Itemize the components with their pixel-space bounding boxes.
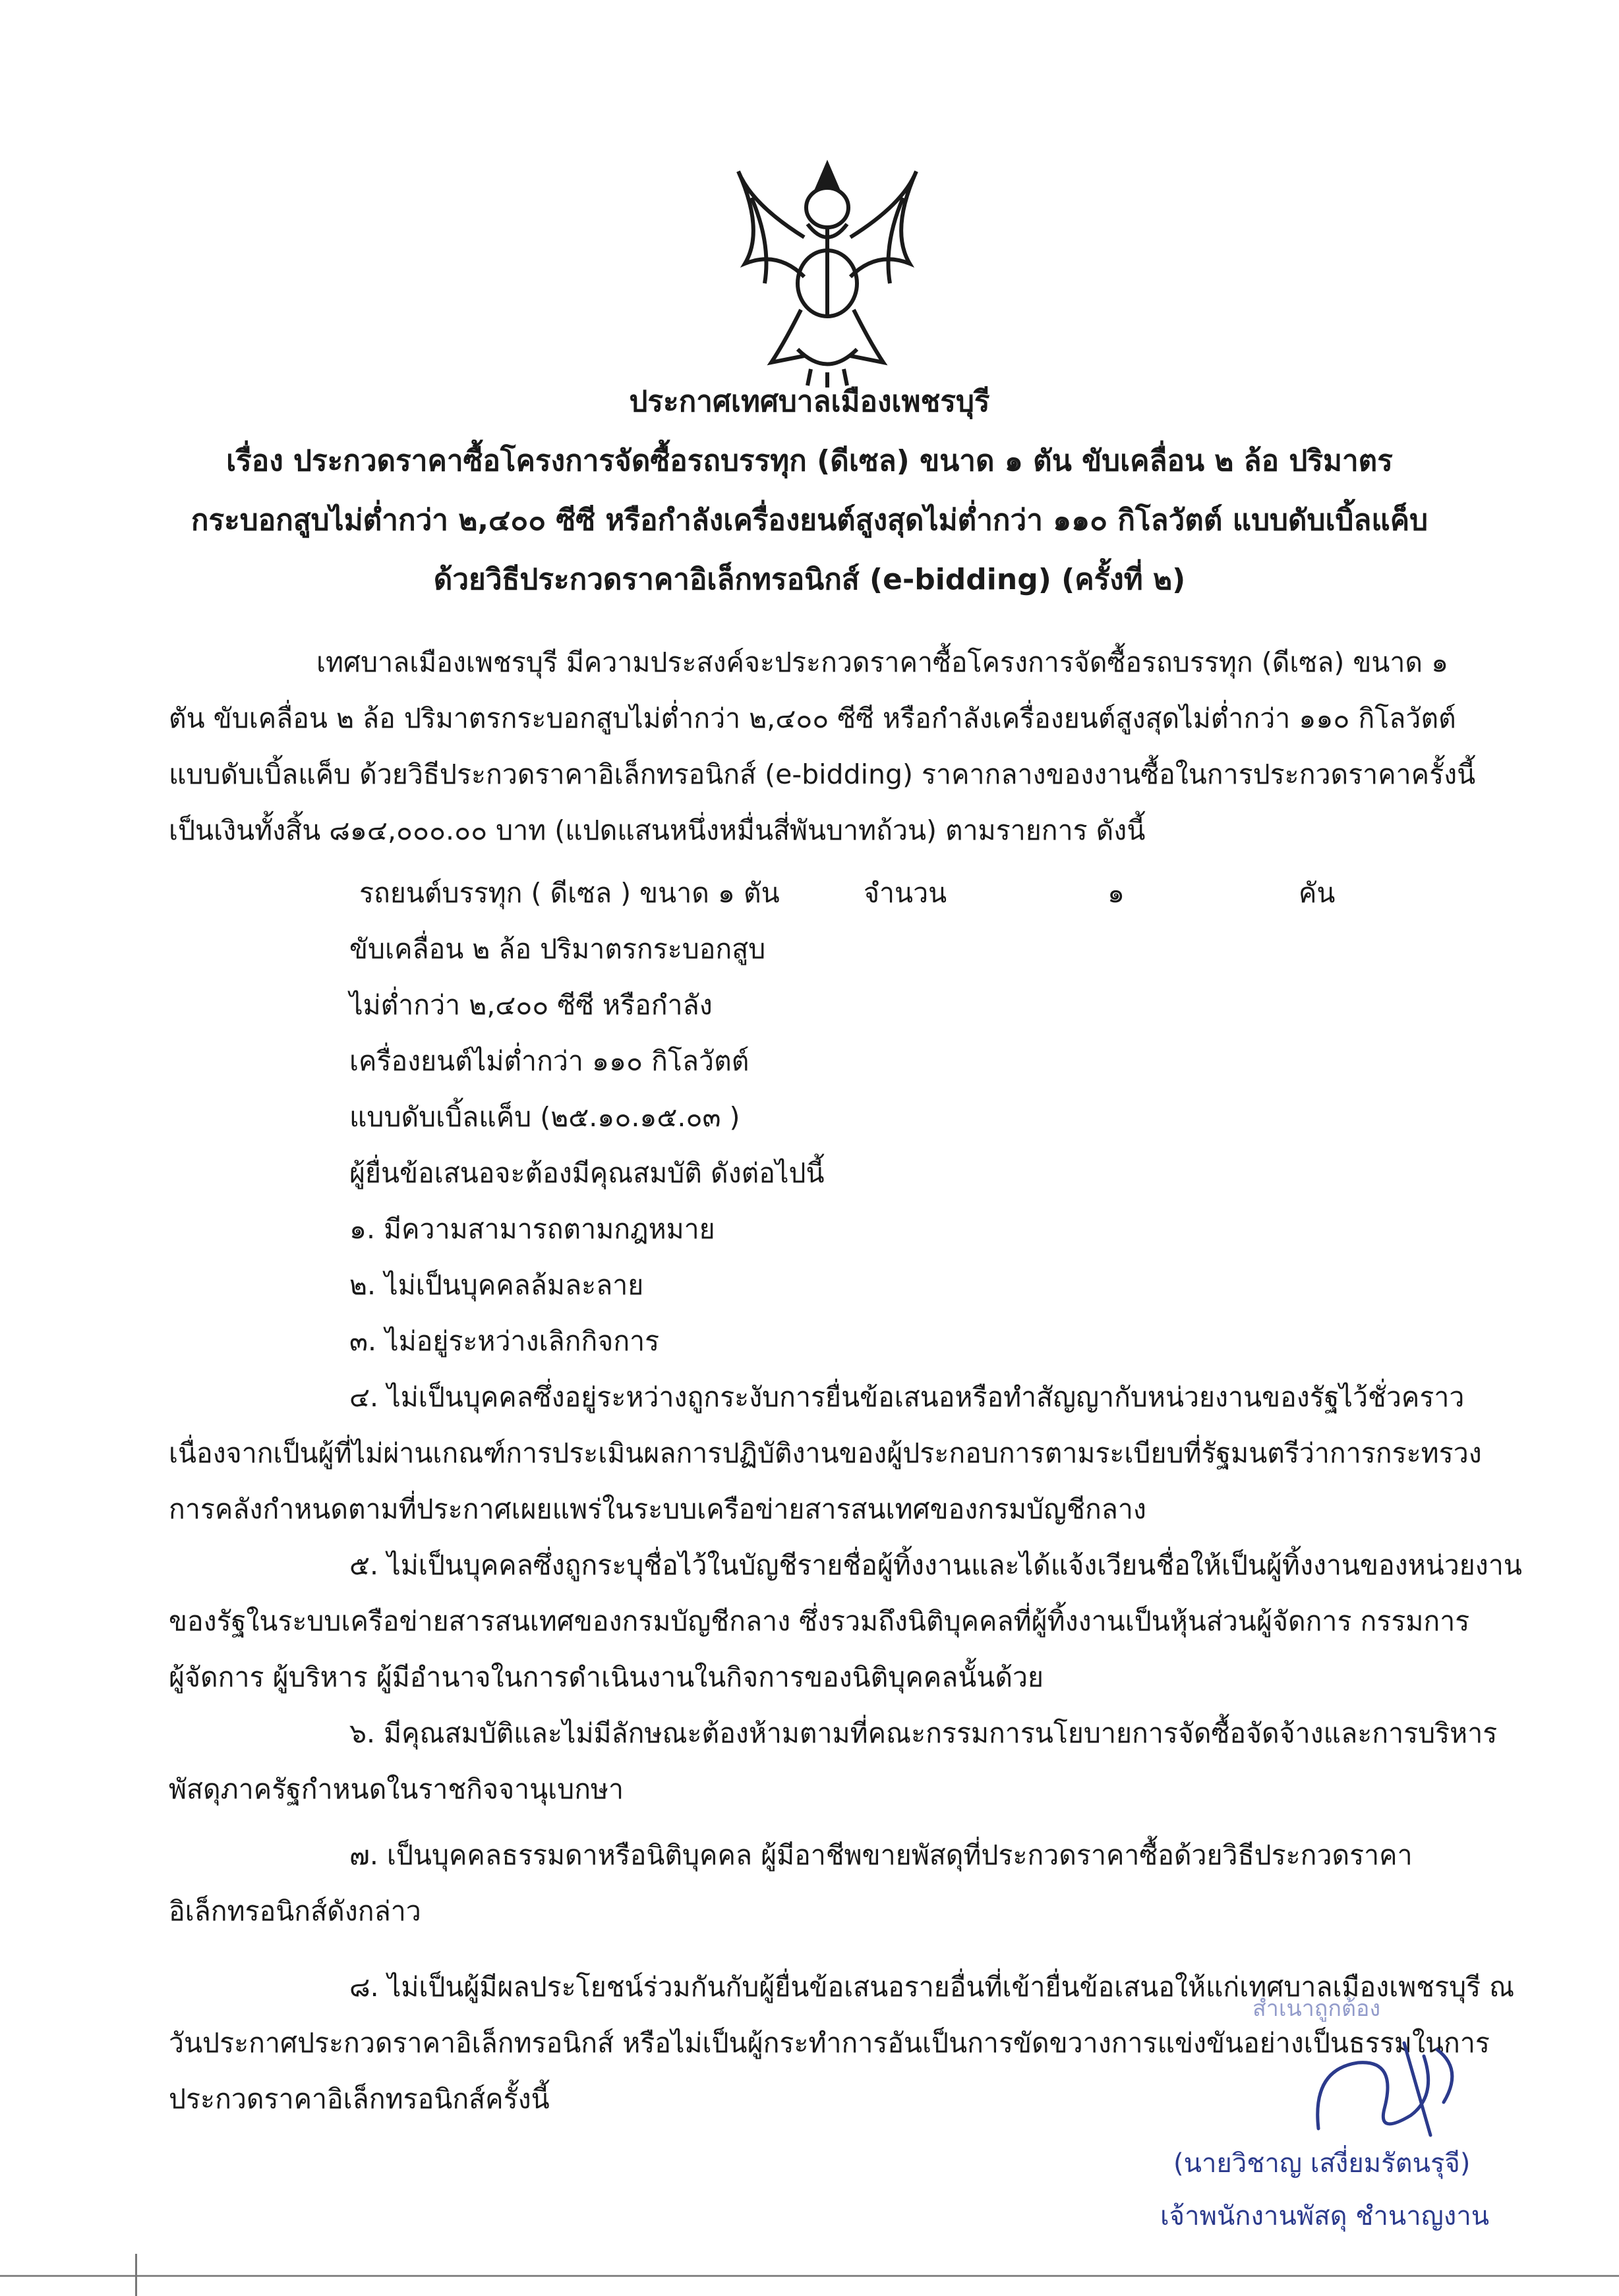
page-bottom-mark (135, 2254, 137, 2296)
qualification-8c: ประกวดราคาอิเล็กทรอนิกส์ครั้งนี้ (169, 2083, 550, 2115)
qualification-7b: อิเล็กทรอนิกส์ดังกล่าว (169, 1895, 421, 1927)
page-bottom-edge (0, 2275, 1619, 2277)
item-desc-4: แบบดับเบิ้ลแค็บ (๒๕.๑๐.๑๕.๐๓ ) (349, 1101, 740, 1133)
garuda-emblem-icon (725, 152, 929, 389)
qualification-6b: พัสดุภาครัฐกำหนดในราชกิจจานุเบกษา (169, 1773, 624, 1805)
intro-line-4: เป็นเงินทั้งสิ้น ๘๑๔,๐๐๐.๐๐ บาท (แปดแสนหนึ่งหมื่นสี่พันบาทถ้วน) ตามรายการ ดังนี้ (169, 815, 1146, 846)
item-name: รถยนต์บรรทุก ( ดีเซล ) ขนาด ๑ ตัน (359, 877, 780, 909)
title-line-4: ด้วยวิธีประกวดราคาอิเล็กทรอนิกส์ (e-bidding) (ครั้งที่ ๒) (433, 563, 1186, 596)
signer-name: (นายวิชาญ เสงี่ยมรัตนรุจี) (1173, 2148, 1471, 2179)
qualification-4c: การคลังกำหนดตามที่ประกาศเผยแพร่ในระบบเครือข่ายสารสนเทศของกรมบัญชีกลาง (169, 1493, 1146, 1525)
signer-position: เจ้าพนักงานพัสดุ ชำนาญงาน (1160, 2201, 1490, 2231)
title-line-3: กระบอกสูบไม่ต่ำกว่า ๒,๔๐๐ ซีซี หรือกำลังเครื่องยนต์สูงสุดไม่ต่ำกว่า ๑๑๐ กิโลวัตต์ แบบดับเบิ้ลแค็บ (191, 503, 1428, 537)
item-desc-2: ไม่ต่ำกว่า ๒,๔๐๐ ซีซี หรือกำลัง (349, 989, 713, 1021)
qualification-5a: ๕. ไม่เป็นบุคคลซึ่งถูกระบุชื่อไว้ในบัญชีรายชื่อผู้ทิ้งงานและได้แจ้งเวียนชื่อให้เป็นผู้ทิ้งงานของหน่วยงาน (349, 1549, 1522, 1581)
handwritten-signature-icon (1305, 2030, 1477, 2148)
item-qty: ๑ (1107, 877, 1125, 909)
qualification-8b: วันประกาศประกวดราคาอิเล็กทรอนิกส์ หรือไม่เป็นผู้กระทำการอันเป็นการขัดขวางการแข่งขันอย่างเป็นธรรมในการ (169, 2027, 1490, 2059)
qualification-4b: เนื่องจากเป็นผู้ที่ไม่ผ่านเกณฑ์การประเมินผลการปฏิบัติงานของผู้ประกอบการตามระเบียบที่รัฐมนตรีว่าการกระทรวง (169, 1437, 1482, 1469)
qualification-6a: ๖. มีคุณสมบัติและไม่มีลักษณะต้องห้ามตามที่คณะกรรมการนโยบายการจัดซื้อจัดจ้างและการบริหาร (349, 1717, 1498, 1749)
title-line-1: ประกาศเทศบาลเมืองเพชรบุรี (629, 385, 990, 418)
item-desc-3: เครื่องยนต์ไม่ต่ำกว่า ๑๑๐ กิโลวัตต์ (349, 1045, 750, 1077)
qualification-3: ๓. ไม่อยู่ระหว่างเลิกกิจการ (349, 1325, 660, 1357)
qualification-5c: ผู้จัดการ ผู้บริหาร ผู้มีอำนาจในการดำเนินงานในกิจการของนิติบุคคลนั้นด้วย (169, 1661, 1044, 1693)
item-unit: คัน (1299, 877, 1336, 909)
qualification-1: ๑. มีความสามารถตามกฎหมาย (349, 1213, 715, 1245)
qualification-7a: ๗. เป็นบุคคลธรรมดาหรือนิติบุคคล ผู้มีอาชีพขายพัสดุที่ประกวดราคาซื้อด้วยวิธีประกวดราคา (349, 1839, 1413, 1871)
item-qty-label: จำนวน (864, 877, 947, 909)
qualification-4a: ๔. ไม่เป็นบุคคลซึ่งอยู่ระหว่างถูกระงับการยื่นข้อเสนอหรือทำสัญญากับหน่วยงานของรัฐไว้ชั่วคราว (349, 1381, 1465, 1413)
announcement-title (132, 372, 1487, 610)
intro-line-3: แบบดับเบิ้ลแค็บ ด้วยวิธีประกวดราคาอิเล็กทรอนิกส์ (e-bidding) ราคากลางของงานซื้อในการประกวดราคาครั้งนี้ (169, 759, 1476, 790)
intro-line-1: เทศบาลเมืองเพชรบุรี มีความประสงค์จะประกวดราคาซื้อโครงการจัดซื้อรถบรรทุก (ดีเซล) ขนาด ๑ (316, 646, 1449, 678)
title-line-2: เรื่อง ประกวดราคาซื้อโครงการจัดซื้อรถบรรทุก (ดีเซล) ขนาด ๑ ตัน ขับเคลื่อน ๒ ล้อ ปริมาตร (226, 444, 1393, 478)
qualification-5b: ของรัฐในระบบเครือข่ายสารสนเทศของกรมบัญชีกลาง ซึ่งรวมถึงนิติบุคคลที่ผู้ทิ้งงานเป็นหุ้นส่วนผู้จัดการ กรรมการ (169, 1605, 1470, 1637)
qualification-8a: ๘. ไม่เป็นผู้มีผลประโยชน์ร่วมกันกับผู้ยื่นข้อเสนอรายอื่นที่เข้ายื่นข้อเสนอให้แก่เทศบาลเมืองเพชรบุรี ณ (349, 1971, 1515, 2003)
qualification-intro: ผู้ยื่นข้อเสนอจะต้องมีคุณสมบัติ ดังต่อไปนี้ (349, 1157, 825, 1189)
qualification-2: ๒. ไม่เป็นบุคคลล้มละลาย (349, 1269, 644, 1301)
intro-line-2: ตัน ขับเคลื่อน ๒ ล้อ ปริมาตรกระบอกสูบไม่ต่ำกว่า ๒,๔๐๐ ซีซี หรือกำลังเครื่องยนต์สูงสุดไม่ต่ำกว่า ๑๑๐ กิโลวัตต์ (169, 703, 1456, 734)
certified-copy-stamp: สำเนาถูกต้อง (1252, 1995, 1381, 2022)
item-desc-1: ขับเคลื่อน ๒ ล้อ ปริมาตรกระบอกสูบ (349, 933, 766, 965)
